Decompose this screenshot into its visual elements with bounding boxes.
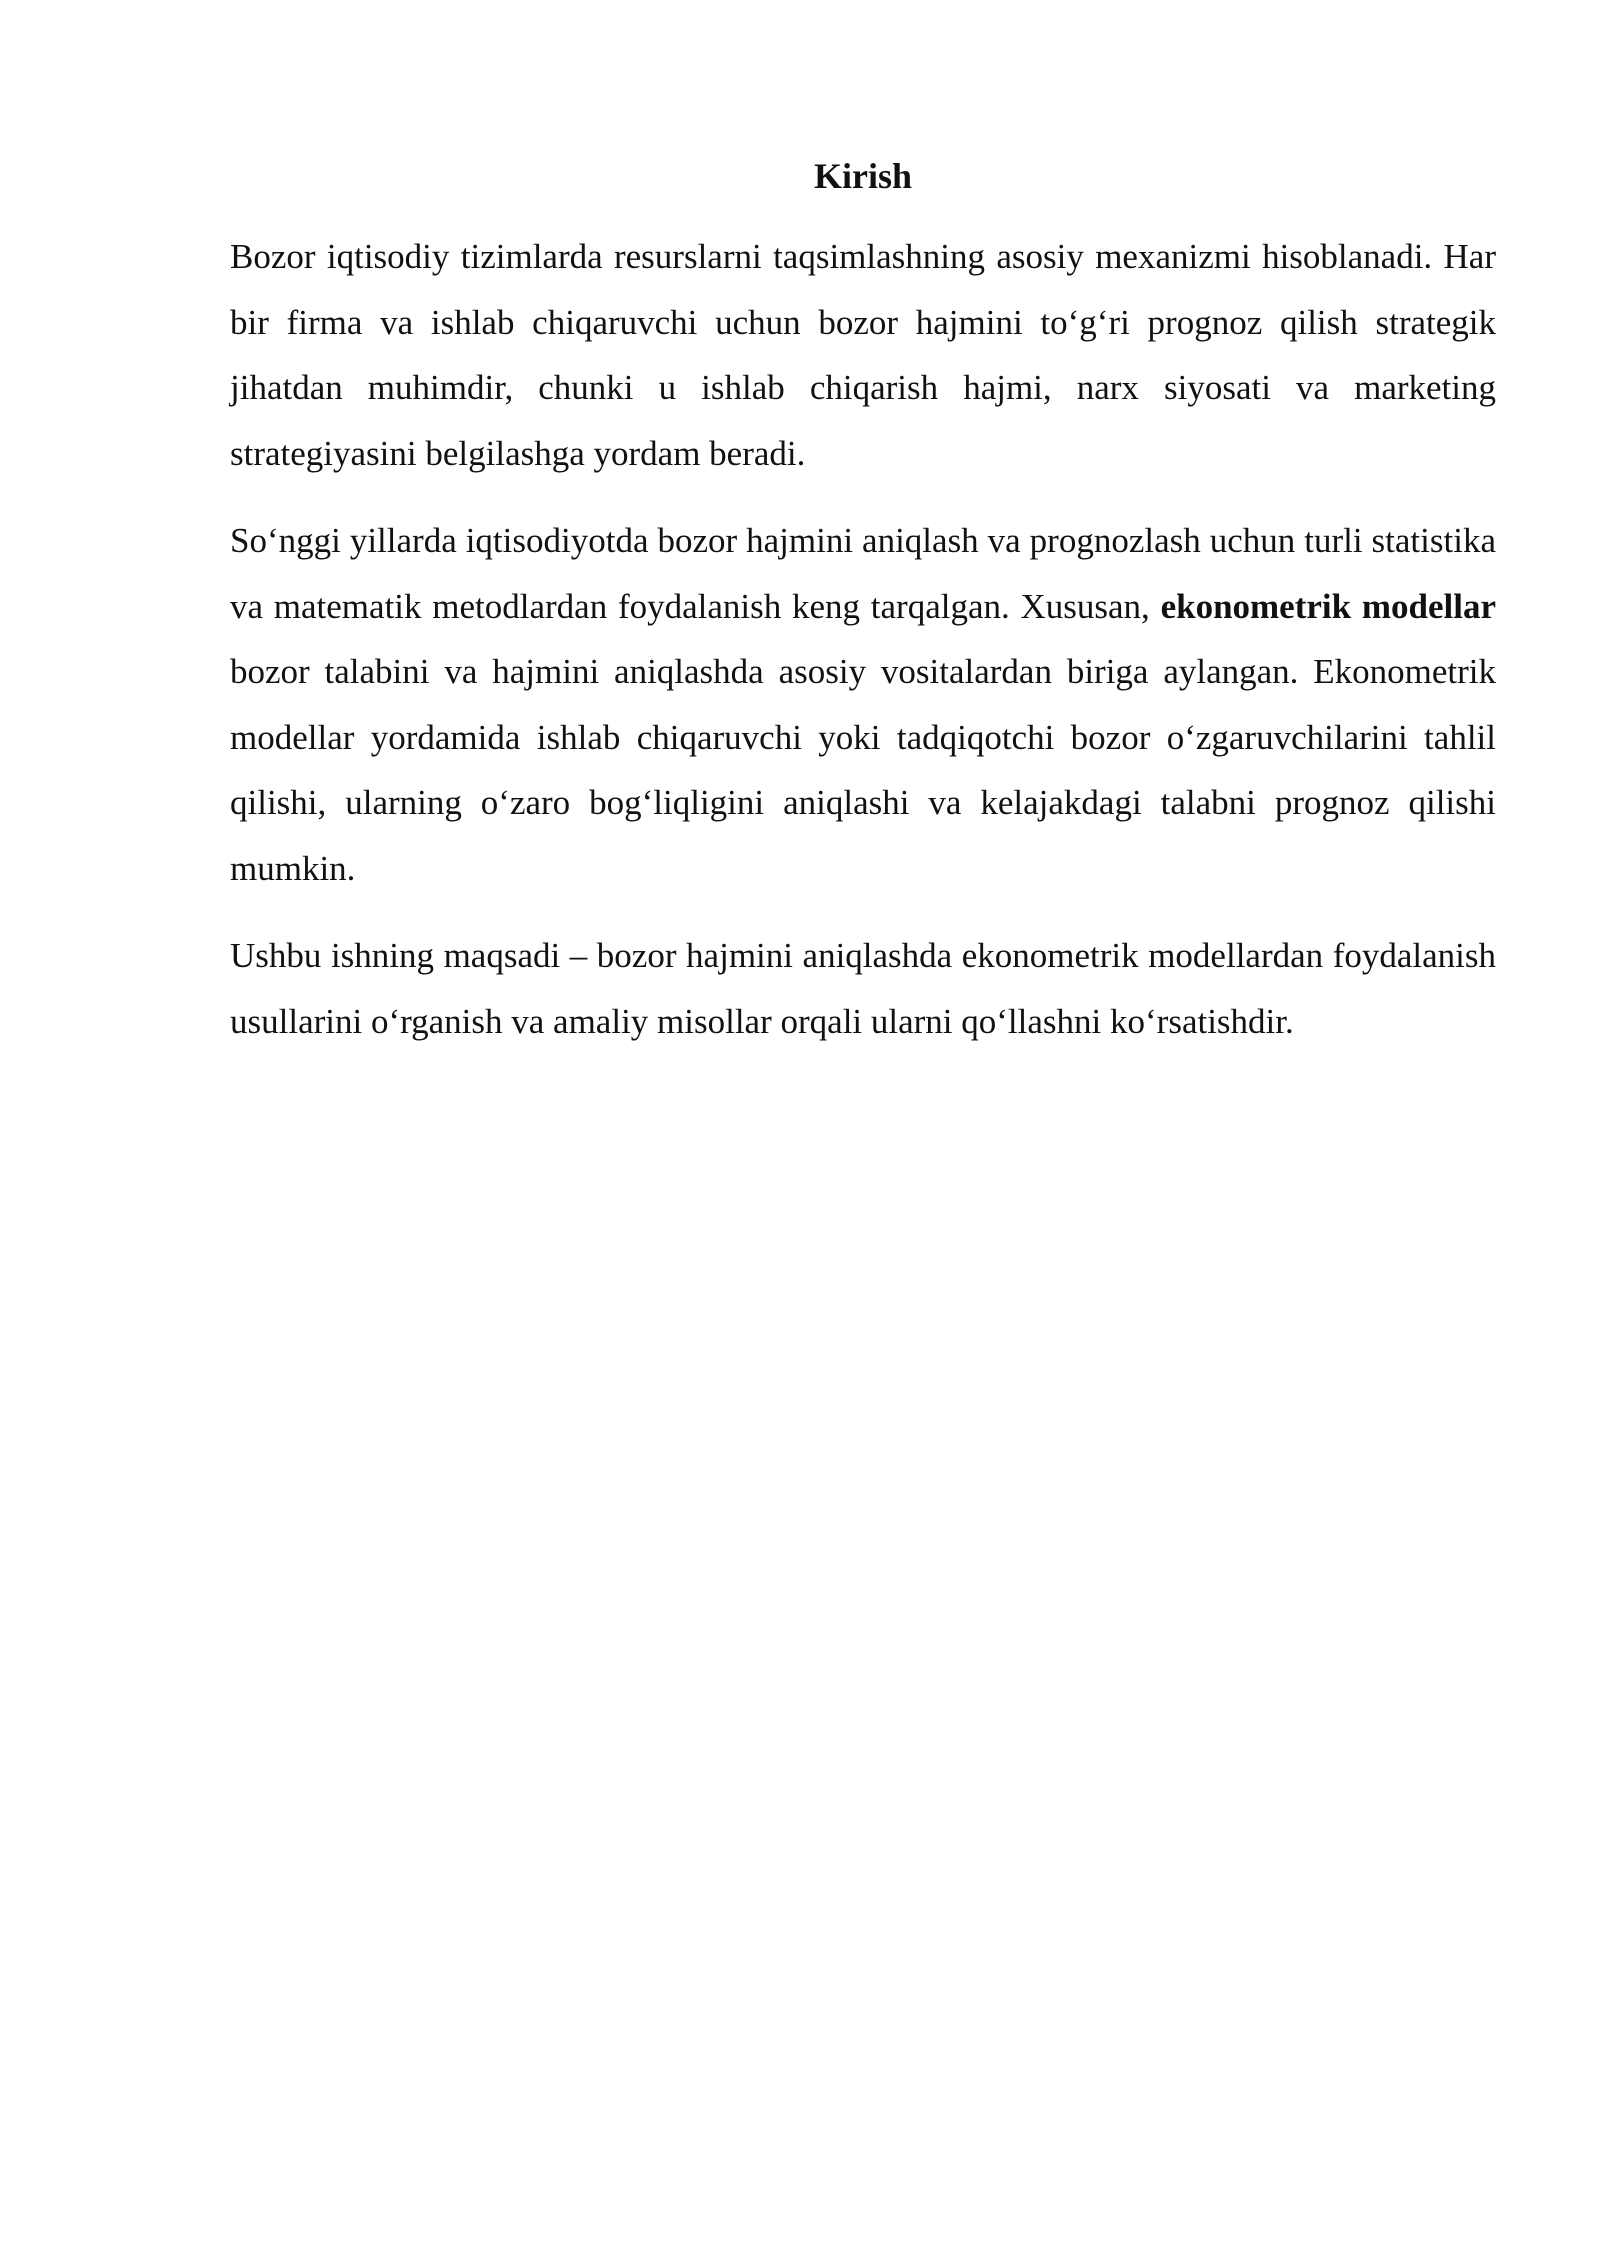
paragraph-2 [230,508,1496,901]
paragraph-2-intro: So‘nggi yillarda iqtisodiyotda bozor hajmini aniqlash va prognozlash uchun turli statistika va matematik metodlardan foydalanish keng tarqalgan. Xususan, [230,521,1496,626]
section-title: Kirish [813,156,912,196]
document-body [230,148,1496,1076]
paragraph-1: Bozor iqtisodiy tizimlarda resurslarni taqsimlashning asosiy mexanizmi hisoblanadi. Har bir firma va ishlab chiqaruvchi uchun bozor hajmini to‘g‘ri prognoz qilish strategik jihatdan muhimdir, chunki u ishlab chiqarish hajmi, narx siyosati va marketing strategiyasini belgilashga yordam beradi. [230,237,1496,473]
paragraph-2-rest: bozor talabini va hajmini aniqlashda asosiy vositalardan biriga aylangan. Ekonometrik modellar yordamida ishlab chiqaruvchi yoki tadqiqotchi bozor o‘zgaruvchilarini tahlil qilishi, ularning o‘zaro bog‘liqligini aniqlashi va kelajakdagi talabni prognoz qilishi mumkin. [230,652,1496,888]
paragraph-2-bold-term: ekonometrik modellar [1160,586,1496,626]
paragraph-3: Ushbu ishning maqsadi – bozor hajmini aniqlashda ekonometrik modellardan foydalanish usullarini o‘rganish va amaliy misollar orqali ularni qo‘llashni ko‘rsatishdir. [230,936,1496,1041]
